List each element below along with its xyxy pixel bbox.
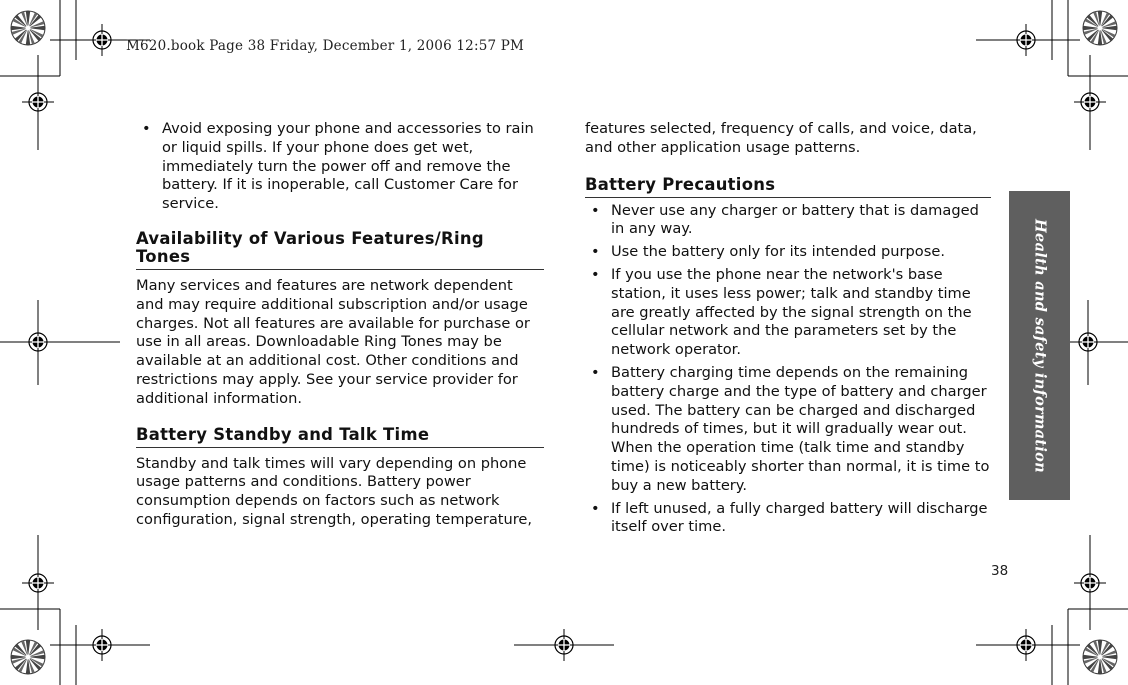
list-item: • Avoid exposing your phone and accessories to rain or liquid spills. If your phone does get wet, immediately turn the power off and remove the battery. If it is inoperable, call Customer Care for service. <box>136 120 544 214</box>
section-paragraph-standby-talk: Standby and talk times will vary depending on phone usage patterns and conditions. Battery power consumption depends on factors such as network configuration, signal strength, operating temperature, <box>136 454 533 528</box>
chapter-side-tab <box>1009 191 1070 500</box>
continuation-paragraph: features selected, frequency of calls, and voice, data, and other application usage patterns. <box>585 120 977 156</box>
section-heading-availability: Availability of Various Features/Ring Tones <box>136 230 544 270</box>
list-item: • If left unused, a fully charged battery will discharge itself over time. <box>585 500 991 538</box>
section-paragraph-availability: Many services and features are network dependent and may require additional subscription and/or usage charges. Not all features are available for purchase or use in all areas. Downloadable Ring Tones may be available at an additional cost. Other conditions and restrictions may apply. See your service provider for additional information. <box>136 276 530 407</box>
list-item: • Use the battery only for its intended purpose. <box>585 243 991 262</box>
left-column <box>136 120 544 530</box>
print-header-info: M620.book Page 38 Friday, December 1, 2006 12:57 PM <box>126 38 525 54</box>
right-column <box>585 120 991 541</box>
section-heading-battery-precautions: Battery Precautions <box>585 176 991 198</box>
chapter-side-tab-label: Health and safety information <box>1031 218 1048 473</box>
page-number: 38 <box>991 563 1009 579</box>
battery-precautions-list <box>585 202 991 538</box>
section-heading-standby-talk: Battery Standby and Talk Time <box>136 426 544 448</box>
left-bullet-list <box>136 120 544 214</box>
list-item: • Battery charging time depends on the remaining battery charge and the type of battery and charger used. The battery can be charged and discharged hundreds of times, but it will gradually wear out. When the operation time (talk time and standby time) is noticeably shorter than normal, it is time to buy a new battery. <box>585 364 991 496</box>
list-item: • If you use the phone near the network's base station, it uses less power; talk and standby time are greatly affected by the signal strength on the cellular network and the parameters set by the network operator. <box>585 266 991 360</box>
list-item: • Never use any charger or battery that is damaged in any way. <box>585 202 991 240</box>
